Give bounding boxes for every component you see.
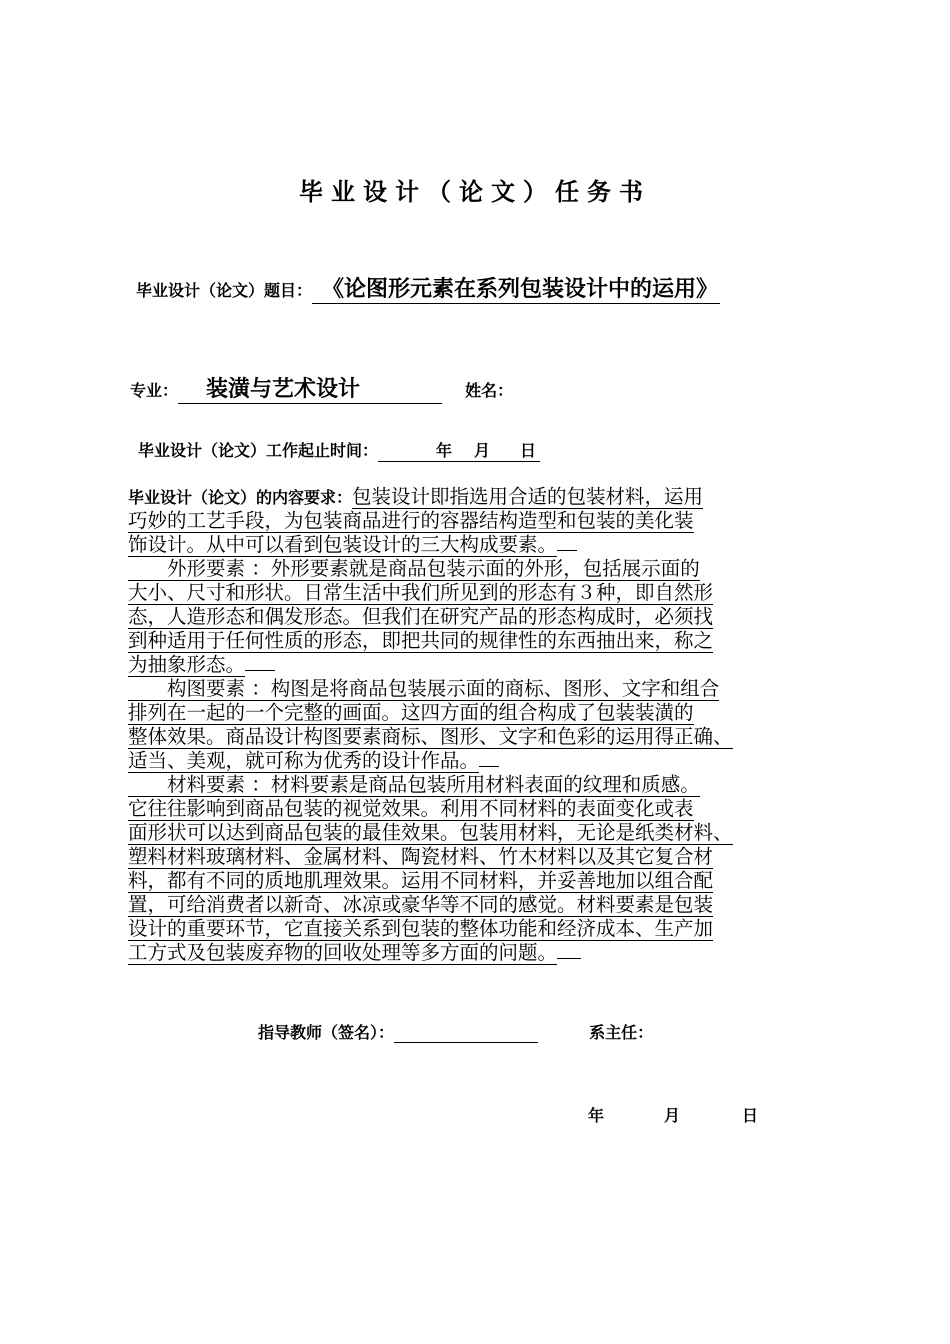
period-year: 年 <box>436 441 453 460</box>
requirements-line: 塑料材料玻璃材料、金属材料、陶瓷材料、竹木材料以及其它复合材 <box>128 845 714 868</box>
advisor-signature-field[interactable] <box>394 1024 538 1043</box>
requirements-line: 巧妙的工艺手段，为包装商品进行的容器结构造型和包装的美化装 <box>128 509 694 532</box>
requirements-line: 饰设计。从中可以看到包装设计的三大构成要素。 <box>128 533 808 557</box>
requirements-line: 整体效果。商品设计构图要素商标、图形、文字和色彩的运用得正确、 <box>128 725 733 748</box>
requirements-line: 置，可给消费者以新奇、冰凉或豪华等不同的感觉。材料要素是包装 <box>128 893 714 916</box>
name-label: 姓名： <box>465 381 514 400</box>
major-label: 专业： <box>130 381 179 400</box>
major-value: 装潢与艺术设计 <box>178 372 442 404</box>
signature-row <box>258 1020 653 1043</box>
requirements-label: 毕业设计（论文）的内容要求： <box>128 488 353 507</box>
requirements-line: 毕业设计（论文）的内容要求：包装设计即指选用合适的包装材料，运用 <box>128 485 704 508</box>
requirements-line: 态，人造形态和偶发形态。但我们在研究产品的形态构成时，必须找 <box>128 605 714 628</box>
requirements-line: 构图要素 ：构图是将商品包装展示面的商标、图形、文字和组合 <box>128 677 720 700</box>
dept-head-label: 系主任： <box>589 1023 654 1042</box>
requirements-line: 适当、美观，就可称为优秀的设计作品。 <box>128 749 808 773</box>
advisor-label: 指导教师（签名）： <box>258 1023 395 1042</box>
period-month: 月 <box>474 441 491 460</box>
footer-day: 日 <box>742 1106 759 1125</box>
topic-row <box>136 272 720 304</box>
requirements-line: 料，都有不同的质地肌理效果。运用不同材料，并妥善地加以组合配 <box>128 869 714 892</box>
topic-value: 《论图形元素在系列包装设计中的运用》 <box>312 272 720 304</box>
requirements-line: 外形要素 ：外形要素就是商品包装示面的外形，包括展示面的 <box>128 557 700 580</box>
requirements-line: 到种适用于任何性质的形态，即把共同的规律性的东西抽出来，称之 <box>128 629 714 652</box>
requirements-line: 它往往影响到商品包装的视觉效果。利用不同材料的表面变化或表 <box>128 797 694 820</box>
requirements-line: 为抽象形态。 <box>128 653 808 677</box>
requirements-line: 设计的重要环节，它直接关系到包装的整体功能和经济成本、生产加 <box>128 917 714 940</box>
period-row <box>138 438 540 462</box>
period-day: 日 <box>520 441 537 460</box>
topic-label: 毕业设计（论文）题目： <box>136 281 313 300</box>
requirements-line: 材料要素 ：材料要素是商品包装所用材料表面的纹理和质感。 <box>128 773 700 796</box>
period-label: 毕业设计（论文）工作起止时间： <box>138 441 379 460</box>
requirements-line: 排列在一起的一个完整的画面。这四方面的组合构成了包装装潢的 <box>128 701 694 724</box>
footer-month: 月 <box>664 1106 681 1125</box>
requirements-line: 工方式及包装废弃物的回收处理等多方面的问题。 <box>128 941 808 965</box>
major-row <box>130 372 513 404</box>
footer-year: 年 <box>588 1106 605 1125</box>
requirements-line: 大小、尺寸和形状。日常生活中我们所见到的形态有３种，即自然形 <box>128 581 714 604</box>
period-date-field <box>378 438 540 462</box>
requirements-block <box>128 485 808 965</box>
document-title: 毕业设计（论文）任务书 <box>299 178 651 206</box>
requirements-line: 面形状可以达到商品包装的最佳效果。包装用材料，无论是纸类材料、 <box>128 821 733 844</box>
